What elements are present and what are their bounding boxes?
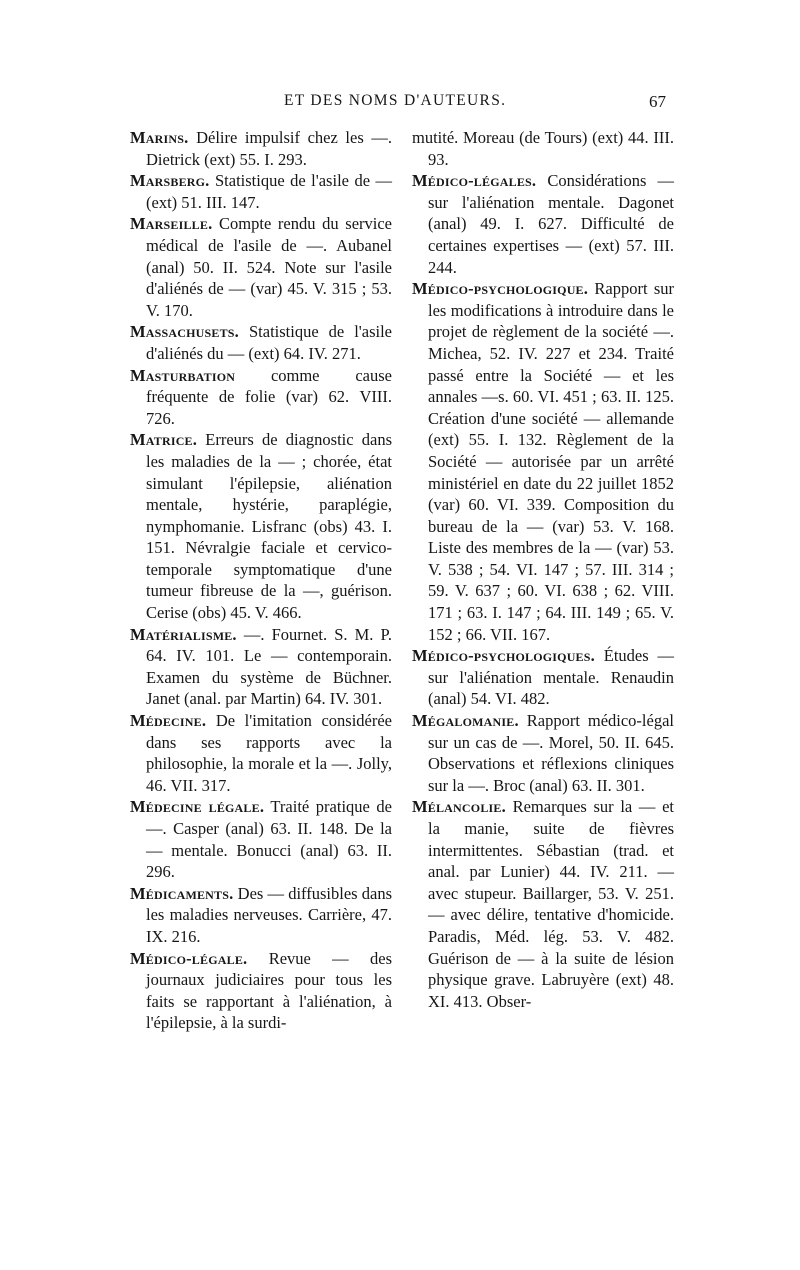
index-entry bbox=[130, 883, 392, 948]
entry-headword: Marseille. bbox=[130, 214, 213, 234]
right-column bbox=[412, 127, 674, 1012]
entry-headword: Médico-légales. bbox=[412, 171, 537, 191]
entry-headword: Médecine légale. bbox=[130, 797, 265, 817]
entry-text: Compte rendu du service médical de l'asile de —. Aubanel (anal) 50. II. 524. Note sur l'asile d'aliénés de — (var) 45. V. 315 ; 53. V. 170. bbox=[146, 214, 392, 320]
entry-text: Rapport sur les modifications à introduire dans le projet de règlement de la société —. Michea, 52. IV. 227 et 234. Traité passé entre la Société — et les annales —s. 60. VI. 451 ; 63. II. 125. Création d'une société — allemande (ext) 55. I. 132. Règlement de la Société — autorisée par un arrêté ministériel en date du 22 juillet 1852 (var) 60. VI. 339. Composition du bureau de la — (var) 53. V. 168. Liste des membres de la — (var) 53. V. 538 ; 54. VI. 147 ; 57. III. 314 ; 59. V. 637 ; 60. VI. 638 ; 62. VIII. 171 ; 63. I. 147 ; 64. III. 149 ; 65. V. 152 ; 66. VII. 167. bbox=[428, 279, 674, 644]
entry-headword: Médico-légale. bbox=[130, 948, 248, 968]
page-number: 67 bbox=[649, 92, 666, 111]
index-entry bbox=[130, 170, 392, 213]
index-entry bbox=[130, 127, 392, 170]
entry-headword: Mélancolie. bbox=[412, 797, 506, 817]
index-entry bbox=[130, 948, 392, 1034]
running-header: ET DES NOMS D'AUTEURS. bbox=[284, 92, 507, 109]
entry-headword: Matrice. bbox=[130, 430, 198, 450]
entry-text: comme cause fréquente de folie (var) 62. VIII. 726. bbox=[146, 365, 392, 428]
index-entry bbox=[130, 365, 392, 430]
entry-headword: Médico-psychologique. bbox=[412, 279, 589, 299]
entry-text: Rapport médico-légal sur un cas de —. Morel, 50. II. 645. Observations et réflexions cliniques sur la —. Broc (anal) 63. II. 301. bbox=[428, 711, 674, 795]
index-entry bbox=[412, 127, 674, 170]
entry-text: mutité. Moreau (de Tours) (ext) 44. III. 93. bbox=[412, 128, 674, 169]
entry-text: Délire impulsif chez les —. Dietrick (ext) 55. I. 293. bbox=[146, 128, 392, 169]
index-entry bbox=[130, 710, 392, 796]
index-entry bbox=[412, 796, 674, 1012]
entry-headword: Médecine. bbox=[130, 711, 207, 731]
entry-text: Remarques sur la — et la manie, suite de fièvres intermittentes. Sébastian (trad. et anal. par Lunier) 44. IV. 211. — avec stupeur. Baillarger, 53. V. 251. — avec délire, tentative d'homicide. Paradis, Méd. lég. 53. V. 482. Guérison de — à la suite de lésion physique grave. Labruyère (ext) 48. XI. 413. Obser- bbox=[428, 797, 674, 1011]
entry-headword: Matérialisme. bbox=[130, 624, 237, 644]
entry-headword: Massachusets. bbox=[130, 322, 239, 342]
entry-text: Considérations — sur l'aliénation mentale. Dagonet (anal) 49. I. 627. Difficulté de certaines expertises — (ext) 57. III. 244. bbox=[428, 171, 674, 277]
index-entry bbox=[130, 321, 392, 364]
index-entry bbox=[412, 170, 674, 278]
entry-text: Des — diffusibles dans les maladies nerveuses. Carrière, 47. IX. 216. bbox=[146, 883, 392, 946]
entry-text: De l'imitation considérée dans ses rapports avec la philosophie, la morale et la —. Jolly, 46. VII. 317. bbox=[146, 711, 392, 795]
entry-headword: Médico-psychologiques. bbox=[412, 646, 595, 666]
index-entry bbox=[130, 429, 392, 623]
entry-text: Revue — des journaux judiciaires pour tous les faits se rapportant à l'aliénation, à l'épilepsie, à la surdi- bbox=[146, 948, 392, 1033]
entry-headword: Masturbation bbox=[130, 365, 236, 385]
entry-text: —. Fournet. S. M. P. 64. IV. 101. Le — contemporain. Examen du système de Büchner. Janet (anal. par Martin) 64. IV. 301. bbox=[146, 624, 392, 709]
entry-text: Statistique de l'asile de — (ext) 51. III. 147. bbox=[146, 171, 392, 212]
entry-text: Études — sur l'aliénation mentale. Renaudin (anal) 54. VI. 482. bbox=[428, 646, 674, 709]
index-entry bbox=[130, 796, 392, 882]
left-column bbox=[130, 127, 392, 1034]
entry-headword: Marsberg. bbox=[130, 171, 210, 191]
entry-headword: Marins. bbox=[130, 128, 189, 147]
index-entry bbox=[412, 645, 674, 710]
index-entry bbox=[130, 624, 392, 710]
entry-headword: Mégalomanie. bbox=[412, 711, 519, 731]
entry-headword: Médicaments. bbox=[130, 883, 234, 903]
entry-text: Traité pratique de —. Casper (anal) 63. II. 148. De la — mentale. Bonucci (anal) 63. II. 296. bbox=[146, 797, 392, 882]
index-entry bbox=[412, 278, 674, 645]
entry-text: Erreurs de diagnostic dans les maladies de la — ; chorée, état simulant l'épilepsie, aliénation mentale, hystérie, paraplégie, nymphomanie. Lisfranc (obs) 43. I. 151. Névralgie faciale et cervico-temporale symptomatique d'une tumeur fibreuse de la —, guérison. Cerise (obs) 45. V. 466. bbox=[146, 430, 392, 623]
index-entry bbox=[130, 213, 392, 321]
index-entry bbox=[412, 710, 674, 796]
entry-text: Statistique de l'asile d'aliénés du — (ext) 64. IV. 271. bbox=[146, 322, 392, 363]
